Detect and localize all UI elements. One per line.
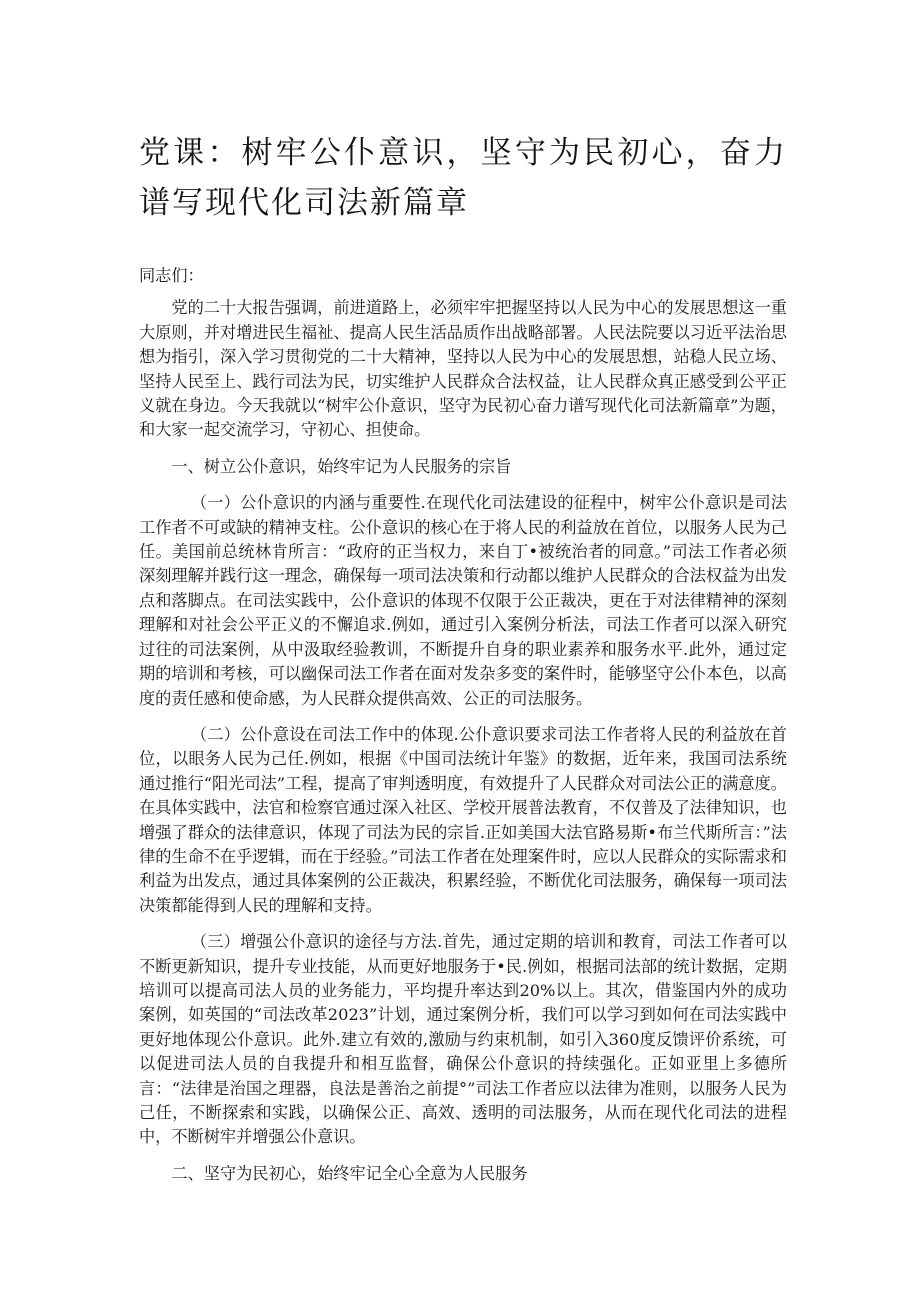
document-title: 党课：树牢公仆意识，坚守为民初心，奋力谱写现代化司法新篇章 (139, 135, 787, 221)
section-1-heading: 一、树立公仆意识，始终牢记为人民服务的宗旨 (171, 456, 512, 476)
section-1-paragraph-1: （一）公仆意识的内涵与重要性.在现代化司法建设的征程中，树牢公仆意识是司法工作者不可或缺的精神支柱。公仆意识的核心在于将人民的利益放在首位，以服务人民为己任。美国前总统林肯所言：“政府的正当权力，来自丁•被统治者的同意。”司法工作者必须深刻理解并践行这一理念，确保每一项司法决策和行动都以维护人民群众的合法权益为出发点和落脚点。在司法实践中，公仆意识的体现不仅限于公正裁决，更在于对法律精神的深刻理解和对社会公平正义的不懈追求.例如，通过引入案例分析法，司法工作者可以深入研究过往的司法案例，从中汲取经验教训，不断提升自身的职业素养和服务水平.此外，通过定期的培训和考核，可以幽保司法工作者在面对发杂多变的案件时，能够坚守公仆本色，以高度的责任感和使命感，为人民群众提供高效、公正的司法服务。 (139, 493, 787, 708)
document-page (139, 128, 787, 1186)
intro-paragraph: 党的二十大报告强调，前进道路上，必须牢牢把握坚持以人民为中心的发展思想这一重大原则，并对增进民生福祉、提高人民生活品质作出战略部署。人民法院要以习近平法治思想为指引，深入学习贯彻党的二十大精神，坚持以人民为中心的发展思想，站稳人民立场、坚持人民至上、践行司法为民，切实维护人民群众合法权益，让人民群众真正感受到公平正义就在身边。今天我就以“树牢公仆意识，坚守为民初心奋力谱写现代化司法新篇章”为题，和大家一起交流学习，守初心、担使命。 (139, 298, 787, 440)
section-1-paragraph-2: （二）公仆意设在司法工作中的体现.公仆意识要求司法工作者将人民的利益放在首位，以眼务人民为己任.例如，根据《中国司法统计年鉴》的数据，近年来，我国司法系统通过推行“阳光司法”工程，提高了审判透明度，有效提升了人民群众对司法公正的满意度。在具体实践中，法官和检察官通过深入社区、学校开展普法教育，不仅普及了法律知识，也增强了群众的法律意识，体现了司法为民的宗旨.正如美国大法官路易斯•布兰代斯所言：”法律的生命不在乎逻辑，而在于经验。”司法工作者在处理案件时，应以人民群众的实际需求和利益为出发点，通过具体案例的公正裁决，积累经验，不断优化司法服务，确保每一项司法决策都能得到人民的理解和支持。 (139, 724, 787, 915)
section-2-heading: 二、坚守为民初心，始终牢记全心全意为人民服务 (171, 1163, 528, 1183)
greeting: 同志们： (139, 266, 204, 285)
section-1-paragraph-3: （三）增强公仆意识的途径与方法.首先，通过定期的培训和教育，司法工作者可以不断更新知识，提升专业技能，从而更好地服务于•民.例如，根据司法部的统计数据，定期培训可以提高司法人员的业务能力，平均提升率达到20%以上。其次，借鉴国内外的成功案例，如英国的“司法改革2023”计划，通过案例分析，我们可以学习到如何在司法实践中更好地体现公仆意识。此外.建立有效的,激励与约束机制，如引入360度反馈评价系统，可以促进司法人员的自我提升和相互监督，确保公仆意识的持续强化。正如亚里上多德所言：“法律是治国之理器，良法是善治之前提°”司法工作者应以法律为准则，以服务人民为己任，不断探索和实践，以确保公正、高效、透明的司法服务，从而在现代化司法的进程中，不断树牢并增强公仆意识。 (139, 932, 787, 1147)
